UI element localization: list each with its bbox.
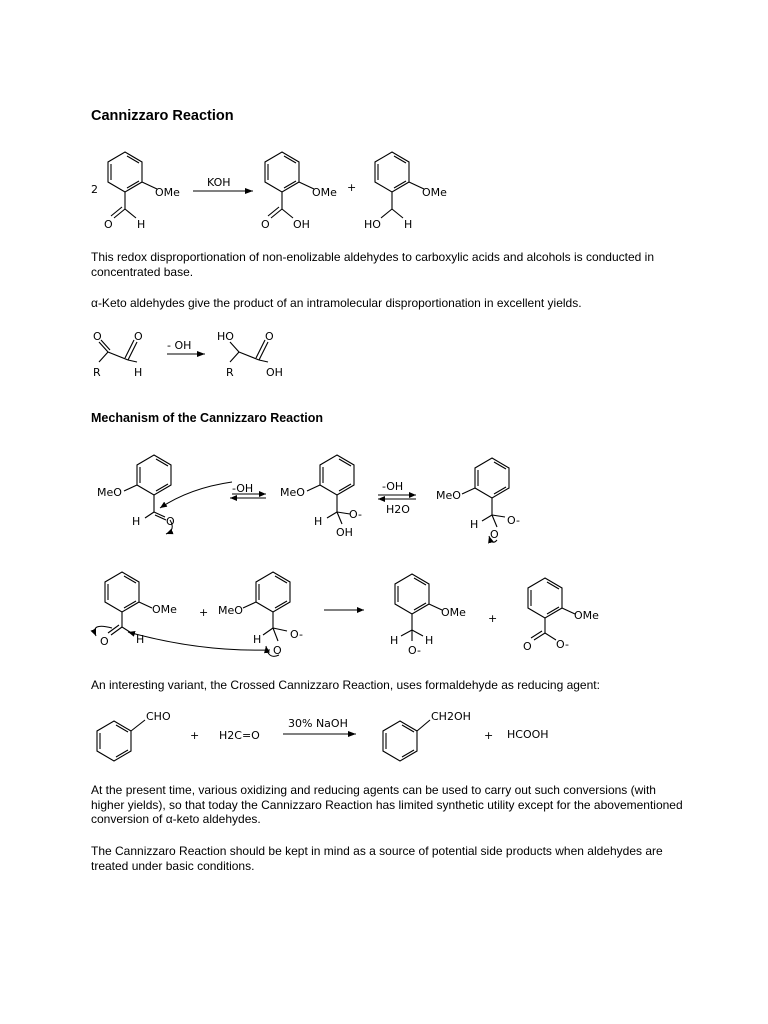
o-label: O xyxy=(134,330,143,343)
keto-aldehyde-scheme xyxy=(0,322,768,382)
curved-arrow xyxy=(160,482,232,508)
o-label: O xyxy=(265,330,274,343)
keto-aldehyde-paragraph: α-Keto aldehydes give the product of an intramolecular disproportionation in excellent yields. xyxy=(91,296,582,310)
plus-sign: + xyxy=(190,729,200,742)
o-minus-label: O- xyxy=(349,508,362,521)
ho-label: HO xyxy=(217,330,234,343)
plus-sign: + xyxy=(488,612,498,625)
h-label: H xyxy=(404,218,413,231)
h-label: H xyxy=(132,515,141,528)
mechanism-step1 xyxy=(0,445,768,545)
ome-label: OMe xyxy=(152,603,177,616)
o-minus-label: O- xyxy=(408,644,421,657)
water-label: H2O xyxy=(386,503,410,516)
mechanism-step2 xyxy=(0,565,768,660)
o-label: O xyxy=(523,640,532,653)
crossed-cannizzaro-paragraph: An interesting variant, the Crossed Cannizzaro Reaction, uses formaldehyde as reducing agent: xyxy=(91,678,600,692)
plus-sign: + xyxy=(347,181,357,194)
methoxybenzaldehyde-structure xyxy=(104,152,180,231)
h-label: H xyxy=(425,634,434,647)
o-label: O xyxy=(93,330,102,343)
o-minus-label: O- xyxy=(507,514,520,527)
meo-label: MeO xyxy=(280,486,305,499)
page-title: Cannizzaro Reaction xyxy=(91,108,234,124)
o-label: O xyxy=(166,515,175,528)
keto-aldehyde-structure xyxy=(93,330,143,379)
meo-label: MeO xyxy=(97,486,122,499)
ome-label: OMe xyxy=(155,186,180,199)
dianion-structure xyxy=(436,458,520,542)
hydroxide-label: -OH xyxy=(232,482,254,495)
alkoxide-structure xyxy=(390,574,466,657)
synthetic-utility-paragraph: At the present time, various oxidizing and reducing agents can be used to carry out such conversions (with higher yields), so that today the Cannizzaro Reaction has limited synthetic utility except for the abovementioned conversion of α-keto aldehydes. xyxy=(91,783,683,826)
o-label: O xyxy=(490,528,499,541)
formaldehyde-label: H2C=O xyxy=(219,729,260,742)
oh-label: OH xyxy=(293,218,310,231)
ho-label: HO xyxy=(364,218,381,231)
carboxylate-structure xyxy=(523,578,599,653)
r-label: R xyxy=(93,366,101,379)
o-label: O xyxy=(273,644,282,657)
o-minus-label: O- xyxy=(290,628,303,641)
hydroxy-acid-structure xyxy=(217,330,283,379)
intro-paragraph: This redox disproportionation of non-enolizable aldehydes to carboxylic acids and alcohols is conducted in concentrated base. xyxy=(91,250,655,279)
aldehyde-structure xyxy=(95,572,177,648)
o-minus-label: O- xyxy=(556,638,569,651)
oh-label: OH xyxy=(266,366,283,379)
hydroxide-label: - OH xyxy=(167,339,192,352)
o-label: O xyxy=(104,218,113,231)
h-label: H xyxy=(470,518,479,531)
reagent-label: KOH xyxy=(207,176,231,189)
h-label: H xyxy=(136,633,145,646)
plus-sign: + xyxy=(484,729,494,742)
h-label: H xyxy=(314,515,323,528)
aldehyde-structure xyxy=(97,455,232,534)
benzaldehyde-structure xyxy=(97,710,171,761)
cannizzaro-scheme xyxy=(0,140,768,235)
curved-arrow xyxy=(128,632,270,650)
ch2oh-label: CH2OH xyxy=(431,710,471,723)
hydroxide-label: -OH xyxy=(382,480,404,493)
o-label: O xyxy=(100,635,109,648)
methoxybenzoic-acid-structure xyxy=(261,152,337,231)
side-products-paragraph: The Cannizzaro Reaction should be kept in mind as a source of potential side products when aldehydes are treated under basic conditions. xyxy=(91,844,663,873)
h-label: H xyxy=(134,366,143,379)
ome-label: OMe xyxy=(422,186,447,199)
h-label: H xyxy=(253,633,262,646)
h-label: H xyxy=(390,634,399,647)
benzyl-alcohol-structure xyxy=(383,710,471,761)
methoxybenzyl-alcohol-structure xyxy=(364,152,447,231)
o-label: O xyxy=(261,218,270,231)
meo-label: MeO xyxy=(436,489,461,502)
stoichiometric-coefficient: 2 xyxy=(91,183,98,196)
plus-sign: + xyxy=(199,606,209,619)
meo-label: MeO xyxy=(218,604,243,617)
ome-label: OMe xyxy=(441,606,466,619)
h-label: H xyxy=(137,218,146,231)
ome-label: OMe xyxy=(312,186,337,199)
reagent-label: 30% NaOH xyxy=(288,717,348,730)
formic-acid-label: HCOOH xyxy=(507,728,549,741)
ome-label: OMe xyxy=(574,609,599,622)
cho-label: CHO xyxy=(146,710,171,723)
oh-label: OH xyxy=(336,526,353,539)
tetrahedral-intermediate-structure xyxy=(280,455,362,539)
r-label: R xyxy=(226,366,234,379)
crossed-cannizzaro-scheme xyxy=(0,703,768,763)
mechanism-heading: Mechanism of the Cannizzaro Reaction xyxy=(91,411,323,425)
